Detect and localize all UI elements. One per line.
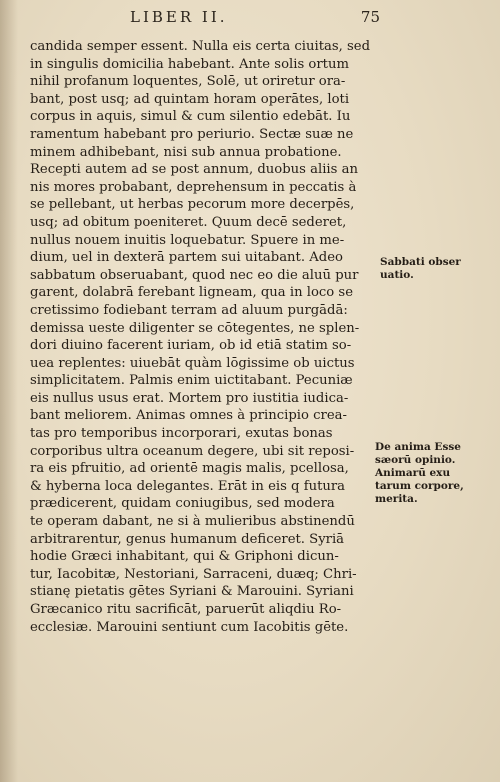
margin-note-line: sæorū opinio. [375,454,456,466]
text-line: eis nullus usus erat. Mortem pro iustitia iudica- [30,390,349,406]
margin-note-line: Animarū exu [375,467,451,479]
text-line: cretissimo fodiebant terram ad aluum purgādā: [30,302,348,318]
margin-note-line: De anima Esse [375,441,461,453]
text-line: ramentum habebant pro periurio. Sectæ suæ ne [30,126,354,142]
text-line: dium, uel in dexterā partem sui uitabant. Adeo [30,250,343,266]
page-number: 75 [360,8,380,26]
text-line: nis mores probabant, deprehensum in peccatis à [30,179,357,195]
text-line: tas pro temporibus incorporari, exutas bonas [30,426,333,442]
text-line: simplicitatem. Palmis enim uictitabant. Pecuniæ [30,373,353,389]
text-line: bant meliorem. Animas omnes à principio crea- [30,408,347,424]
margin-note-line: tarum corpore, [375,480,464,492]
text-line: minem adhibebant, nisi sub annua probatione. [30,144,342,160]
text-line: stianę pietatis gētes Syriani & Marouini. Syriani [30,584,354,600]
margin-note-soul [375,441,490,506]
text-line: usq; ad obitum poeniteret. Quum decē sederet, [30,214,347,230]
text-line: uea replentes: uiuebāt quàm lōgissime ob uictus [30,355,355,371]
text-line: ra eis pfruitio, ad orientē magis malis, pcellosa, [30,461,349,477]
text-line: arbitrarentur, genus humanum deficeret. Syriā [30,531,345,547]
text-line: te operam dabant, ne si à mulieribus abstinendū [30,514,355,530]
text-line: prædicerent, quidam coniugibus, sed modera [30,496,335,512]
text-line: Recepti autem ad se post annum, duobus aliis an [30,162,358,178]
text-line: corporibus ultra oceanum degere, ubi sit reposi- [30,443,355,459]
text-line: corpus in aquis, simul & cum silentio edebāt. Iu [30,109,351,125]
text-line: hodie Græci inhabitant, qui & Griphoni dicun- [30,549,339,565]
text-line: ecclesiæ. Marouini sentiunt cum Iacobitis gēte. [30,619,349,635]
gutter-shadow [0,0,18,782]
text-line: & hyberna loca delegantes. Erāt in eis q futura [30,478,346,494]
text-line: candida semper essent. Nulla eis certa ciuitas, sed [30,39,371,54]
text-line: bant, post usq; ad quintam horam operātes, loti [30,91,350,107]
running-title: LIBER II. [130,8,228,26]
text-line: tur, Iacobitæ, Nestoriani, Sarraceni, duæq; Chri- [30,566,357,582]
text-line: dori diuino facerent iuriam, ob id etiā statim so- [30,338,352,354]
text-line: in singulis domicilia habebant. Ante solis ortum [30,56,349,72]
margin-note-line: merita. [375,493,418,505]
main-text-block [30,38,375,636]
text-line: demissa ueste diligenter se cōtegentes, ne splen- [30,320,360,336]
text-line: nullus nouem inuitis loquebatur. Spuere in me- [30,232,345,248]
text-line: garent, dolabrā ferebant ligneam, qua in loco se [30,285,353,301]
page-header [130,6,380,28]
text-line: sabbatum obseruabant, quod nec eo die aluū pur [30,267,359,283]
text-line: Græcanico ritu sacrificāt, paruerūt aliqdiu Ro- [30,602,342,617]
text-line: nihil profanum loquentes, Solē, ut oriretur ora- [30,74,346,90]
text-line: se pellebant, ut herbas pecorum more decerpēs, [30,197,355,213]
margin-note-line: uatio. [380,269,414,281]
margin-note-sabbath [380,256,495,282]
margin-note-line: Sabbati obser [380,256,461,268]
